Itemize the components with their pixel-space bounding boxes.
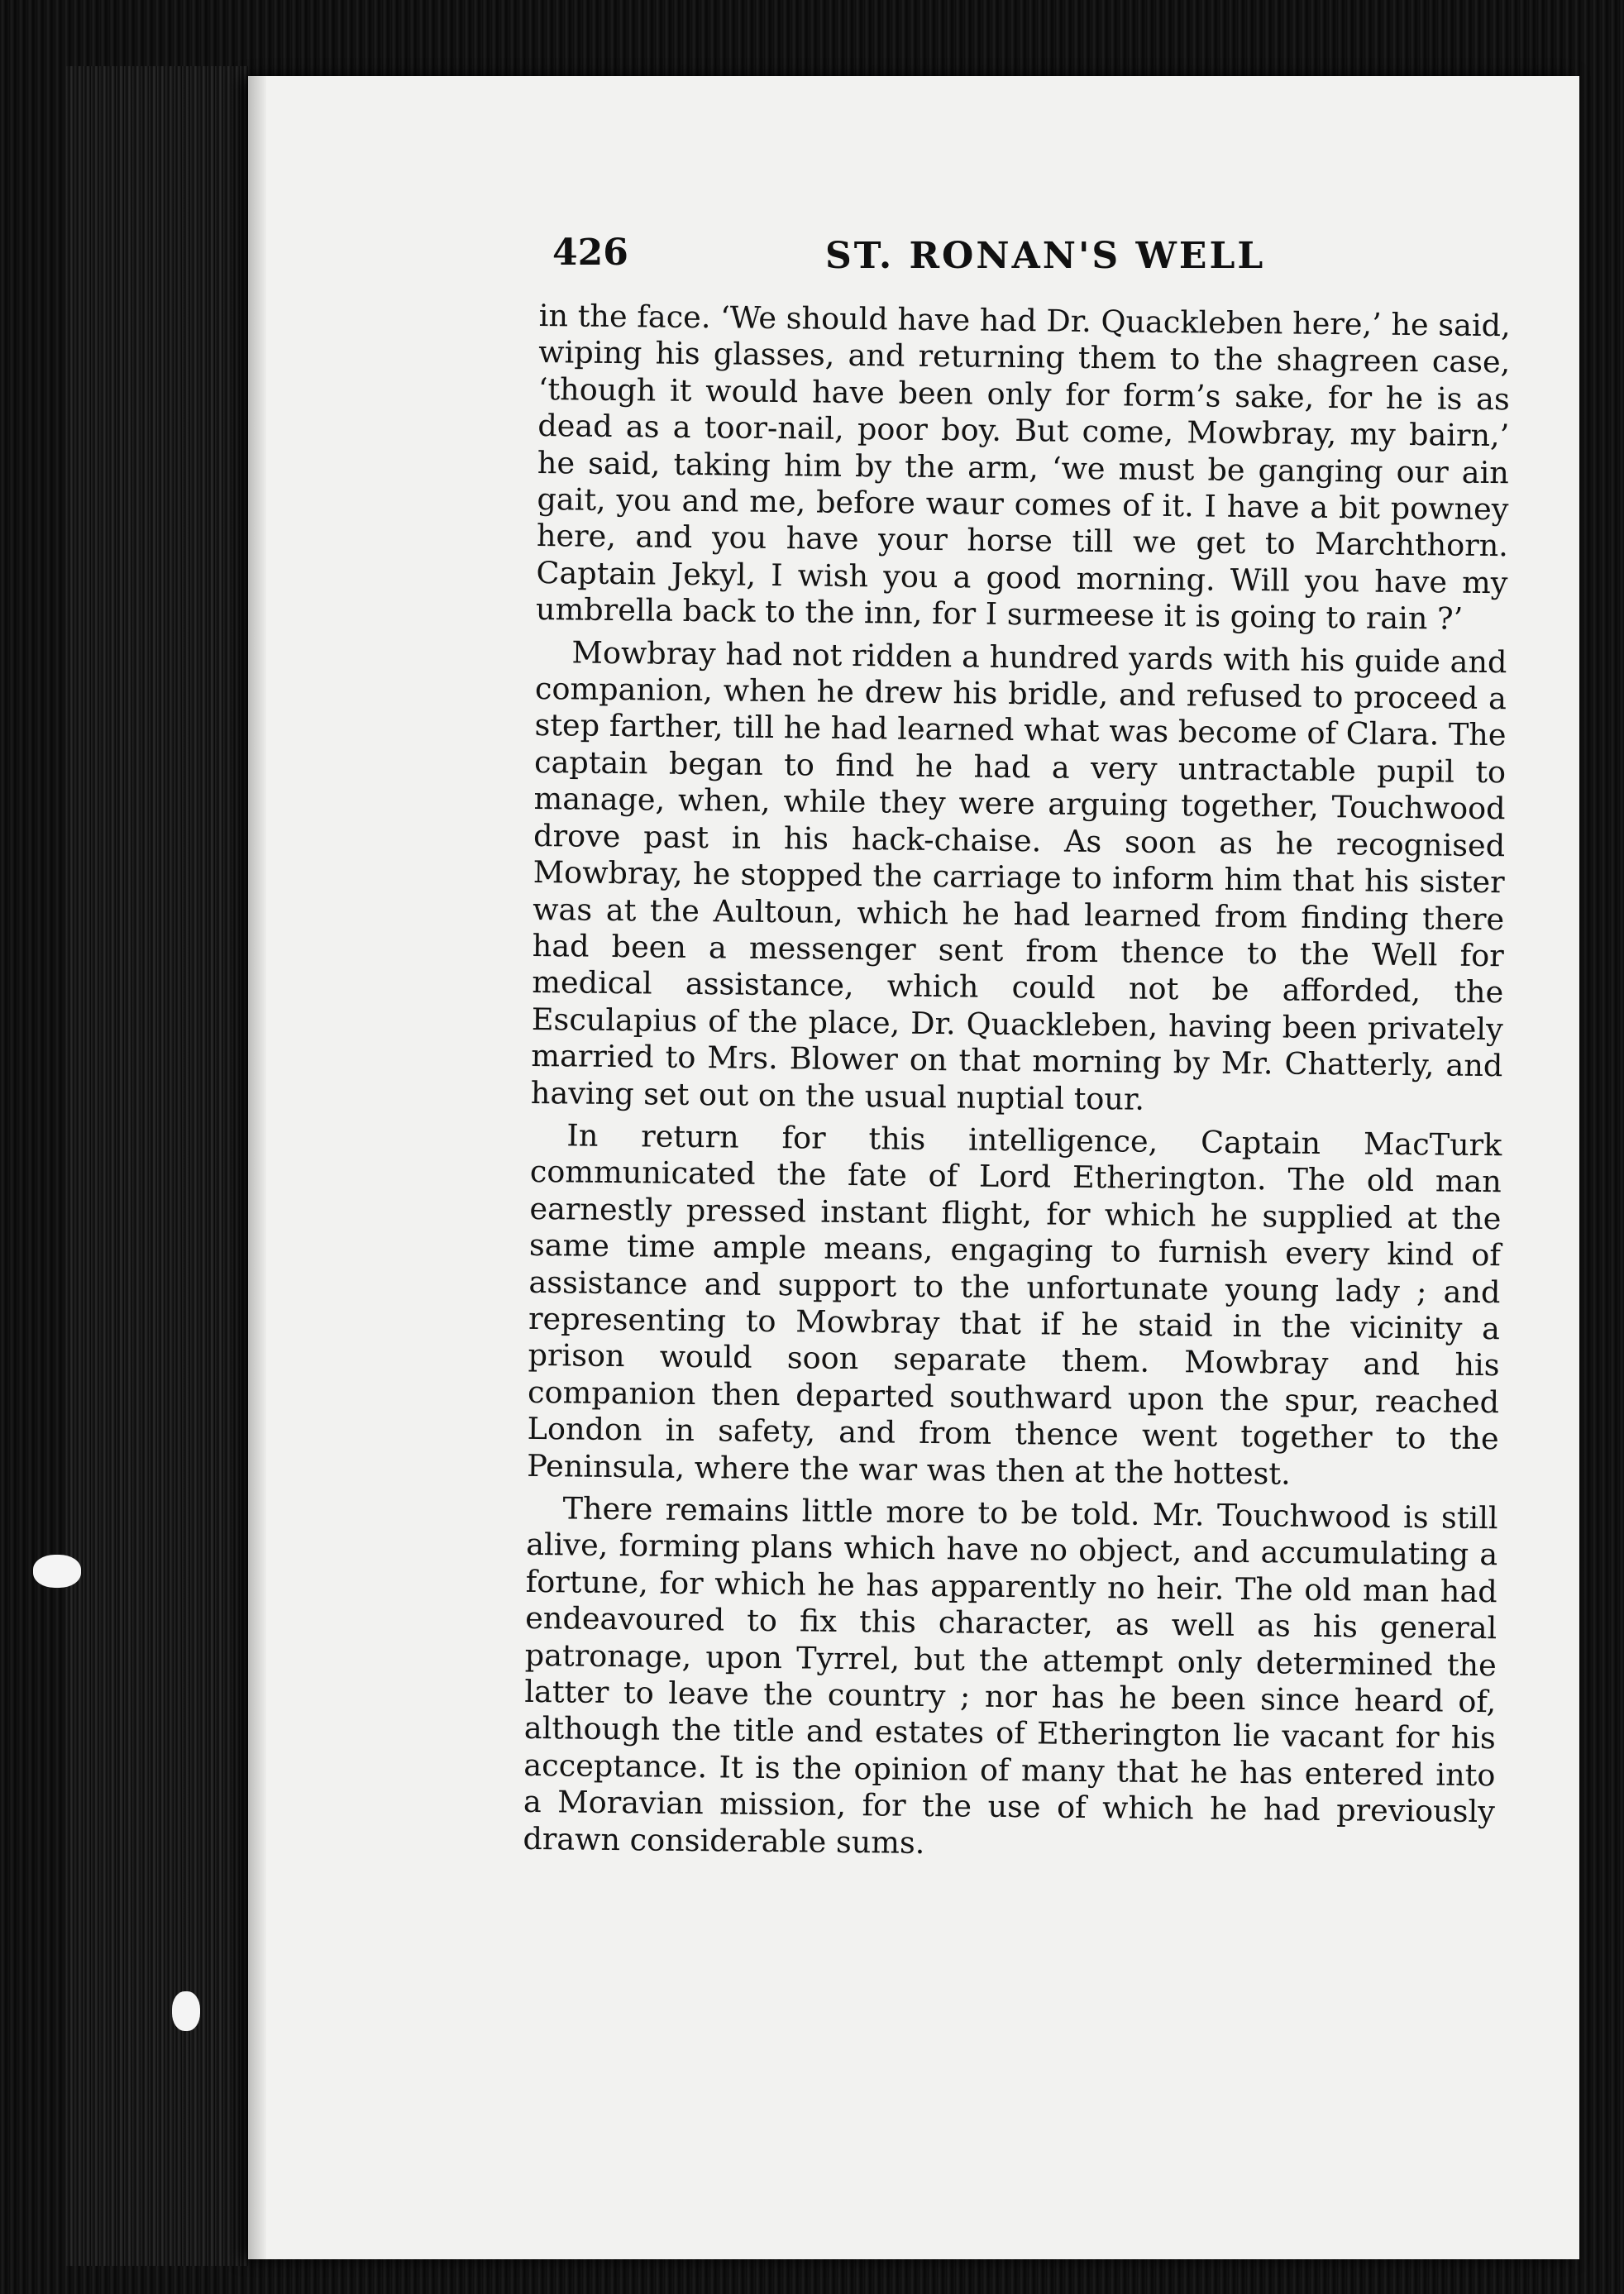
paragraph-4: There remains little more to be told. Mr. Touchwood is still alive, forming plans which have no object, and accumulating a fortune, for which he has apparently no heir. The old man had endeavoured to fix this character, as well as his general patronage, upon Tyrrel, but the attempt only determined the latter to leave the country ; nor has he been since heard of, although the title and estates of Etherington lie vacant for his acceptance. It is the opinion of many that he has entered into a Moravian mission, for the use of which he had previously drawn considerable sums. bbox=[523, 1490, 1498, 1861]
running-title: ST. RONAN'S WELL bbox=[825, 235, 1266, 277]
paragraph-1: in the face. ‘We should have had Dr. Quackleben here,’ he said, wiping his glasses, and returning them to the shagreen case, ‘though it would have been only for form’s sake, for he is as dead as a toor-nail, poor boy. But come, Mowbray, my bairn,’ he said, taking him by the arm, ‘we must be ganging our ain gait, you and me, before waur comes of it. I have a bit powney here, and you have your horse till we get to Marchthorn. Captain Jekyl, I wish you a good morning. Will you have my umbrella back to the inn, for I surmeese it is going to rain ?’ bbox=[535, 298, 1511, 637]
scan-speck bbox=[33, 1555, 81, 1588]
paragraph-3: In return for this intelligence, Captain MacTurk communicated the fate of Lord Etherington. The old man earnestly pressed instant flight, for which he supplied at the same time ample means, engaging to furnish every kind of assistance and support to the unfortunate young lady ; and representing to Mowbray that if he staid in the vicinity a prison would soon separate them. Mowbray and his companion then departed southward upon the spur, reached London in safety, and from thence went together to the Peninsula, where the war was then at the hottest. bbox=[526, 1117, 1502, 1492]
body-text bbox=[523, 298, 1511, 1873]
scan-speck bbox=[172, 1991, 200, 2031]
paragraph-2: Mowbray had not ridden a hundred yards with his guide and companion, when he drew his bridle, and refused to proceed a step farther, till he had learned what was become of Clara. The captain began to find he had a very untractable pupil to manage, when, while they were arguing together, Touchwood drove past in his hack-chaise. As soon as he recognised Mowbray, he stopped the carriage to inform him that his sister was at the Aultoun, which he had learned from finding there had been a messenger sent from thence to the Well for medical assistance, which could not be afforded, the Esculapius of the place, Dr. Quackleben, having been privately married to Mrs. Blower on that morning by Mr. Chatterly, and having set out on the usual nuptial tour. bbox=[530, 634, 1507, 1117]
book-edge bbox=[66, 66, 248, 2266]
page-header bbox=[552, 232, 1528, 281]
page-number: 426 bbox=[552, 232, 628, 274]
